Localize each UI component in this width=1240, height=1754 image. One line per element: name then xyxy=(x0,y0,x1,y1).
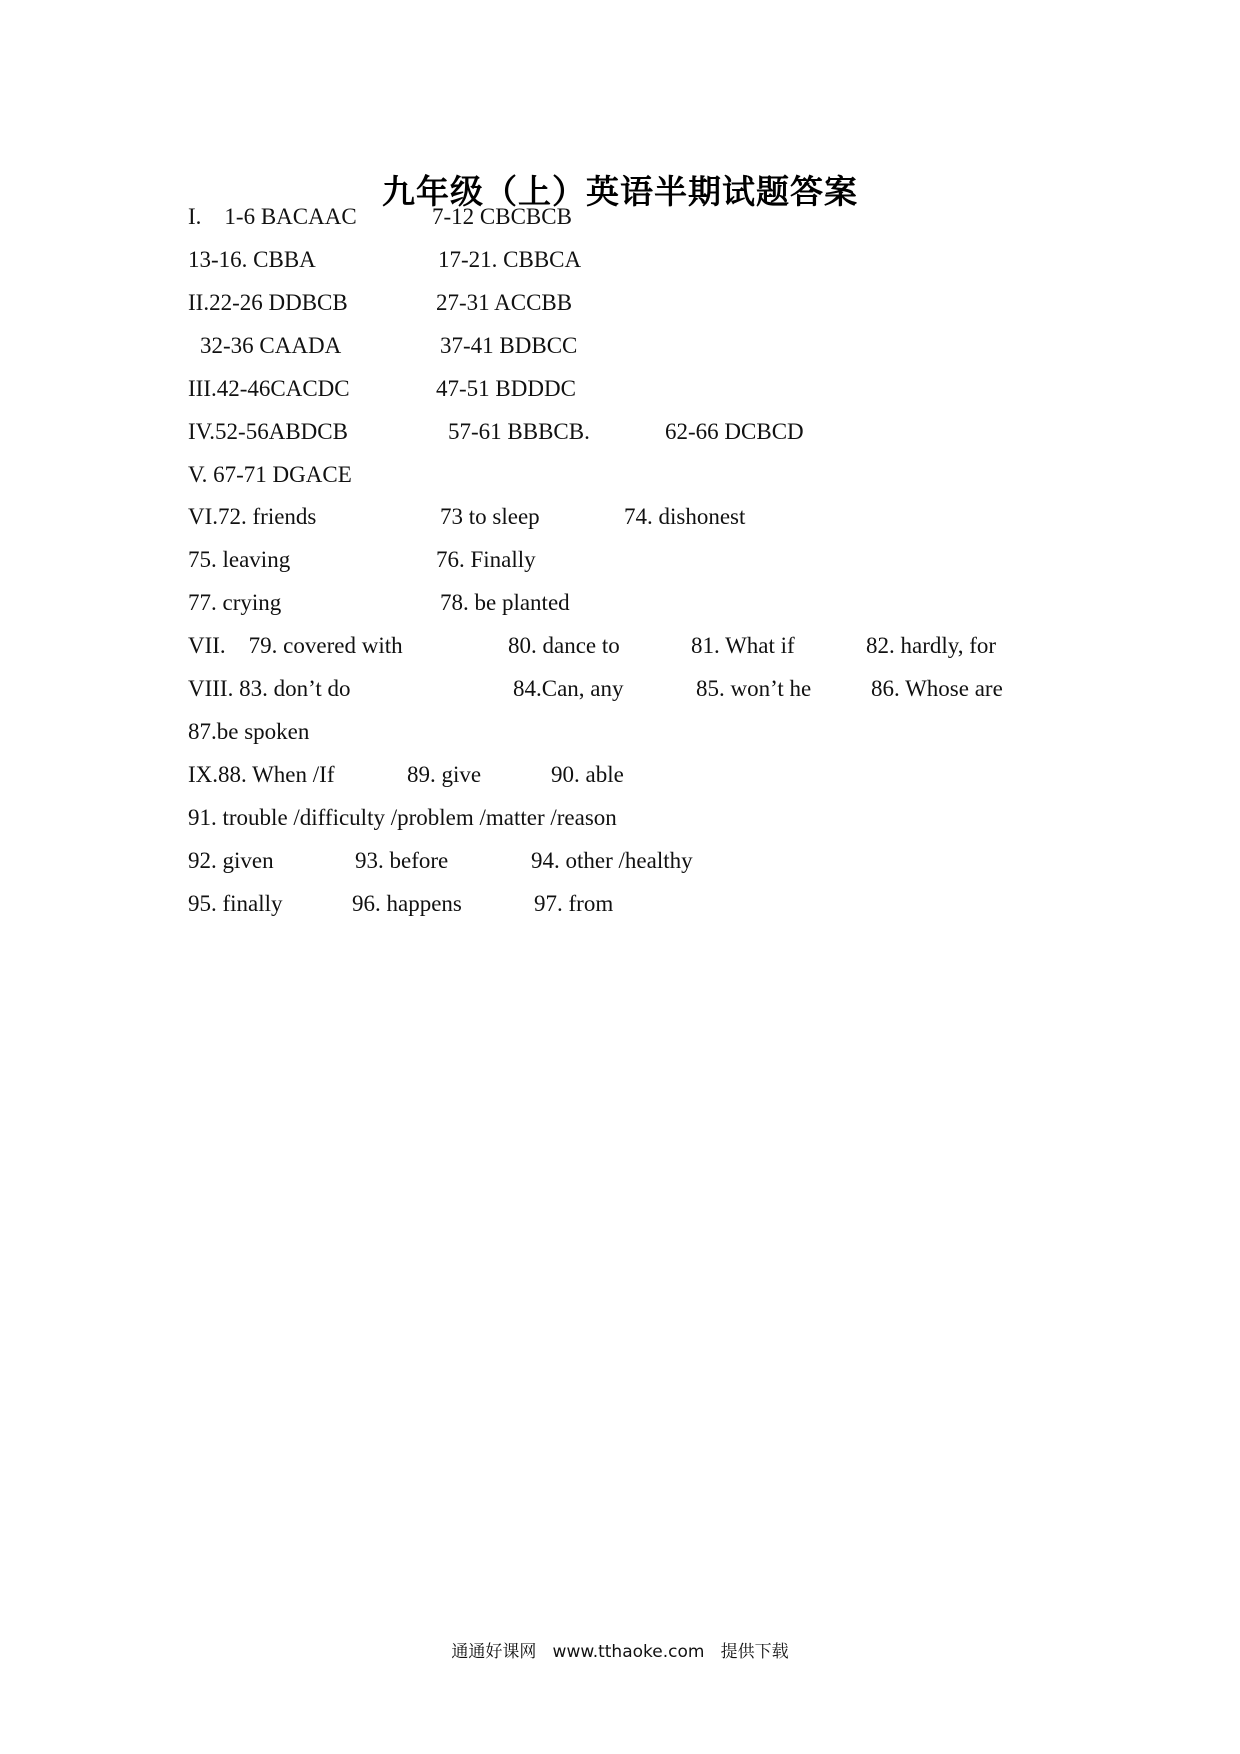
answer-line xyxy=(0,200,1240,234)
answer-item: 87.be spoken xyxy=(188,719,310,744)
answer-item: 73 to sleep xyxy=(440,504,540,529)
answer-line xyxy=(0,887,1240,921)
answer-line xyxy=(0,672,1240,706)
answer-item: 17-21. CBBCA xyxy=(438,247,582,272)
answer-item: 95. finally xyxy=(188,891,283,916)
footer xyxy=(0,1637,1240,1662)
answer-item: 47-51 BDDDC xyxy=(436,376,576,401)
answer-item: 81. What if xyxy=(691,633,795,658)
answer-item: II.22-26 DDBCB xyxy=(188,290,348,315)
answer-item: III.42-46CACDC xyxy=(188,376,350,401)
answer-line xyxy=(0,629,1240,663)
answer-item: VIII. 83. don’t do xyxy=(188,676,351,701)
footer-suffix: 提供下载 xyxy=(720,1642,789,1662)
answer-line xyxy=(0,715,1240,749)
answer-item: 57-61 BBBCB. xyxy=(448,419,590,444)
answer-item: 86. Whose are xyxy=(871,676,1003,701)
answer-line xyxy=(0,543,1240,577)
answer-line xyxy=(0,758,1240,792)
answer-item: 89. give xyxy=(407,762,482,787)
footer-site-name: 通通好课网 xyxy=(451,1642,537,1662)
answer-item: 32-36 CAADA xyxy=(200,333,342,358)
answer-item: VII. 79. covered with xyxy=(188,633,403,658)
answer-item: 93. before xyxy=(355,848,449,873)
answer-item: 97. from xyxy=(534,891,614,916)
answer-item: 7-12 CBCBCB xyxy=(432,204,572,229)
answer-item: 84.Can, any xyxy=(513,676,624,701)
answer-item: IX.88. When /If xyxy=(188,762,335,787)
answer-line xyxy=(0,415,1240,449)
answer-line xyxy=(0,243,1240,277)
answer-item: 91. trouble /difficulty /problem /matter /reason xyxy=(188,805,617,830)
answer-item: 78. be planted xyxy=(440,590,570,615)
answer-item: 77. crying xyxy=(188,590,282,615)
answer-item: 62-66 DCBCD xyxy=(665,419,804,444)
answer-item: 92. given xyxy=(188,848,274,873)
answer-item: 82. hardly, for xyxy=(866,633,997,658)
answer-line xyxy=(0,329,1240,363)
answer-item: 13-16. CBBA xyxy=(188,247,316,272)
answer-item: V. 67-71 DGACE xyxy=(188,462,352,487)
answer-line xyxy=(0,500,1240,534)
answer-item: I. 1-6 BACAAC xyxy=(188,204,357,229)
answer-line xyxy=(0,801,1240,835)
answer-line xyxy=(0,286,1240,320)
page-title: 九年级（上）英语半期试题答案 xyxy=(382,172,858,211)
answer-line xyxy=(0,586,1240,620)
answer-line xyxy=(0,372,1240,406)
answer-item: 94. other /healthy xyxy=(531,848,693,873)
answer-item: VI.72. friends xyxy=(188,504,317,529)
answer-line xyxy=(0,844,1240,878)
answer-item: 80. dance to xyxy=(508,633,620,658)
answer-line xyxy=(0,458,1240,492)
footer-url[interactable]: www.tthaoke.com xyxy=(552,1642,705,1662)
answer-item: 37-41 BDBCC xyxy=(440,333,578,358)
answer-item: 90. able xyxy=(551,762,624,787)
answer-item: 85. won’t he xyxy=(696,676,812,701)
answer-item: 74. dishonest xyxy=(624,504,746,529)
answer-item: 75. leaving xyxy=(188,547,291,572)
answer-item: 76. Finally xyxy=(436,547,536,572)
answer-item: 96. happens xyxy=(352,891,462,916)
answer-item: IV.52-56ABDCB xyxy=(188,419,348,444)
answer-item: 27-31 ACCBB xyxy=(436,290,573,315)
